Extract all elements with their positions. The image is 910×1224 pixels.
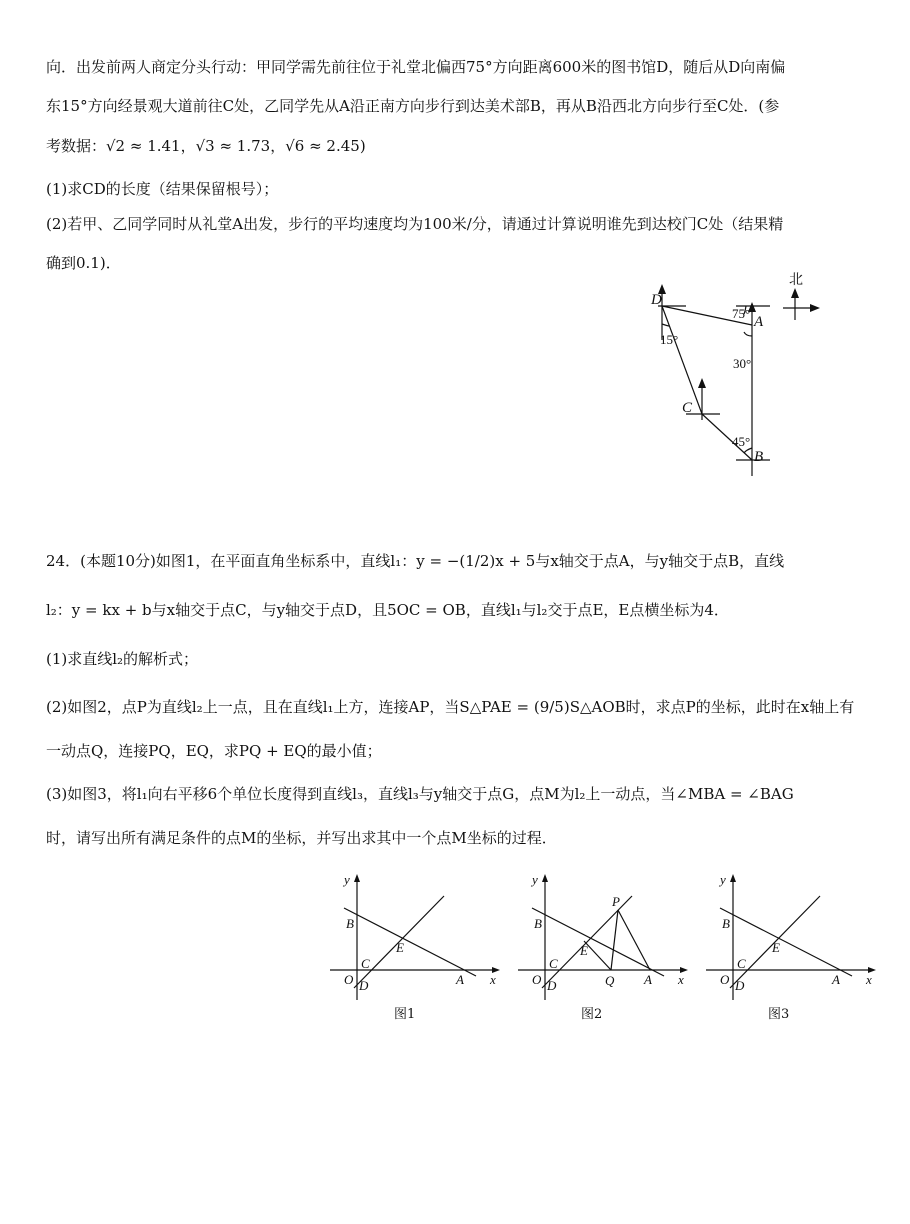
label-C: C	[682, 400, 693, 416]
angle-45: 45°	[732, 434, 751, 449]
label-B: B	[722, 916, 730, 931]
p24-question-2a: (2)如图2，点P为直线l₂上一点，且在直线l₁上方，连接AP，当S△PAE = (9/5)S△AOB时，求点P的坐标，此时在x轴上有	[46, 698, 855, 716]
arrow-head-north	[791, 288, 799, 298]
p23-line2: 东15°方向经景观大道前往C处，乙同学先从A沿正南方向步行到达美术部B，再从B沿西北方向步行至C处．(参	[46, 97, 780, 115]
label-y: y	[532, 872, 538, 887]
label-B: B	[754, 449, 764, 465]
p24-question-3a: (3)如图3，将l₁向右平移6个单位长度得到直线l₃，直线l₃与y轴交于点G，点M为l₂上一动点，当∠MBA = ∠BAG	[46, 785, 794, 803]
label-A: A	[754, 314, 764, 330]
label-C: C	[549, 956, 558, 971]
segment-EQ	[584, 941, 611, 970]
segment-DC	[662, 306, 702, 414]
label-Q: Q	[605, 973, 615, 988]
p24-question-3b: 时，请写出所有满足条件的点M的坐标，并写出求其中一个点M坐标的过程．	[46, 829, 557, 847]
p24-question-2b: 一动点Q，连接PQ，EQ，求PQ + EQ的最小值；	[46, 742, 382, 760]
angle-30: 30°	[733, 356, 752, 371]
label-B: B	[534, 916, 542, 931]
label-D: D	[547, 978, 557, 993]
arc-30	[744, 332, 752, 336]
angle-15: 15°	[660, 332, 679, 347]
y-arrow	[542, 874, 548, 882]
figure-24-1	[326, 872, 504, 1002]
p23-question-2a: (2)若甲、乙同学同时从礼堂A出发，步行的平均速度均为100米/分，请通过计算说明谁先到达校门C处（结果精	[46, 215, 784, 233]
p24-line1: 24．(本题10分)如图1，在平面直角坐标系中，直线l₁：y = −(1/2)x + 5与x轴交于点A，与y轴交于点B，直线	[46, 552, 785, 570]
arrow-head-C	[698, 378, 706, 388]
p23-line1: 向．出发前两人商定分头行动：甲同学需先前往位于礼堂北偏西75°方向距离600米的图书馆D，随后从D向南偏	[46, 58, 786, 76]
figure-23	[640, 268, 830, 488]
arc-15	[662, 324, 669, 326]
caption-figure-3: 图3	[768, 1007, 790, 1022]
label-x: x	[866, 972, 872, 987]
label-B: B	[346, 916, 354, 931]
label-north: 北	[789, 273, 803, 288]
label-x: x	[490, 972, 496, 987]
figure-24-3	[702, 872, 880, 1002]
arrow-head-east	[810, 304, 820, 312]
label-E: E	[580, 943, 588, 958]
label-y: y	[344, 872, 350, 887]
label-O: O	[720, 972, 730, 987]
label-x: x	[678, 972, 684, 987]
label-P: P	[612, 894, 620, 909]
label-A: A	[456, 972, 464, 987]
p23-question-1: (1)求CD的长度（结果保留根号）；	[46, 180, 279, 198]
label-D: D	[359, 978, 369, 993]
figure-24-2	[514, 872, 692, 1002]
label-y: y	[720, 872, 726, 887]
label-O: O	[344, 972, 354, 987]
label-D: D	[735, 978, 745, 993]
p24-question-1: (1)求直线l₂的解析式；	[46, 650, 199, 668]
p23-question-2b: 确到0.1)．	[46, 254, 121, 272]
segment-PQ	[611, 910, 618, 970]
label-C: C	[361, 956, 370, 971]
caption-figure-2: 图2	[581, 1007, 603, 1022]
label-E: E	[396, 940, 404, 955]
p23-line3: 考数据：√2 ≈ 1.41，√3 ≈ 1.73，√6 ≈ 2.45)	[46, 137, 366, 155]
label-O: O	[532, 972, 542, 987]
label-A: A	[644, 972, 652, 987]
p24-line2: l₂：y = kx + b与x轴交于点C，与y轴交于点D，且5OC = OB，直线l₁与l₂交于点E，E点横坐标为4．	[46, 601, 729, 619]
label-E: E	[772, 940, 780, 955]
caption-figure-1: 图1	[394, 1007, 416, 1022]
y-arrow	[730, 874, 736, 882]
angle-75: 75°	[732, 306, 751, 321]
label-C: C	[737, 956, 746, 971]
y-arrow	[354, 874, 360, 882]
label-A: A	[832, 972, 840, 987]
label-D: D	[651, 292, 662, 308]
